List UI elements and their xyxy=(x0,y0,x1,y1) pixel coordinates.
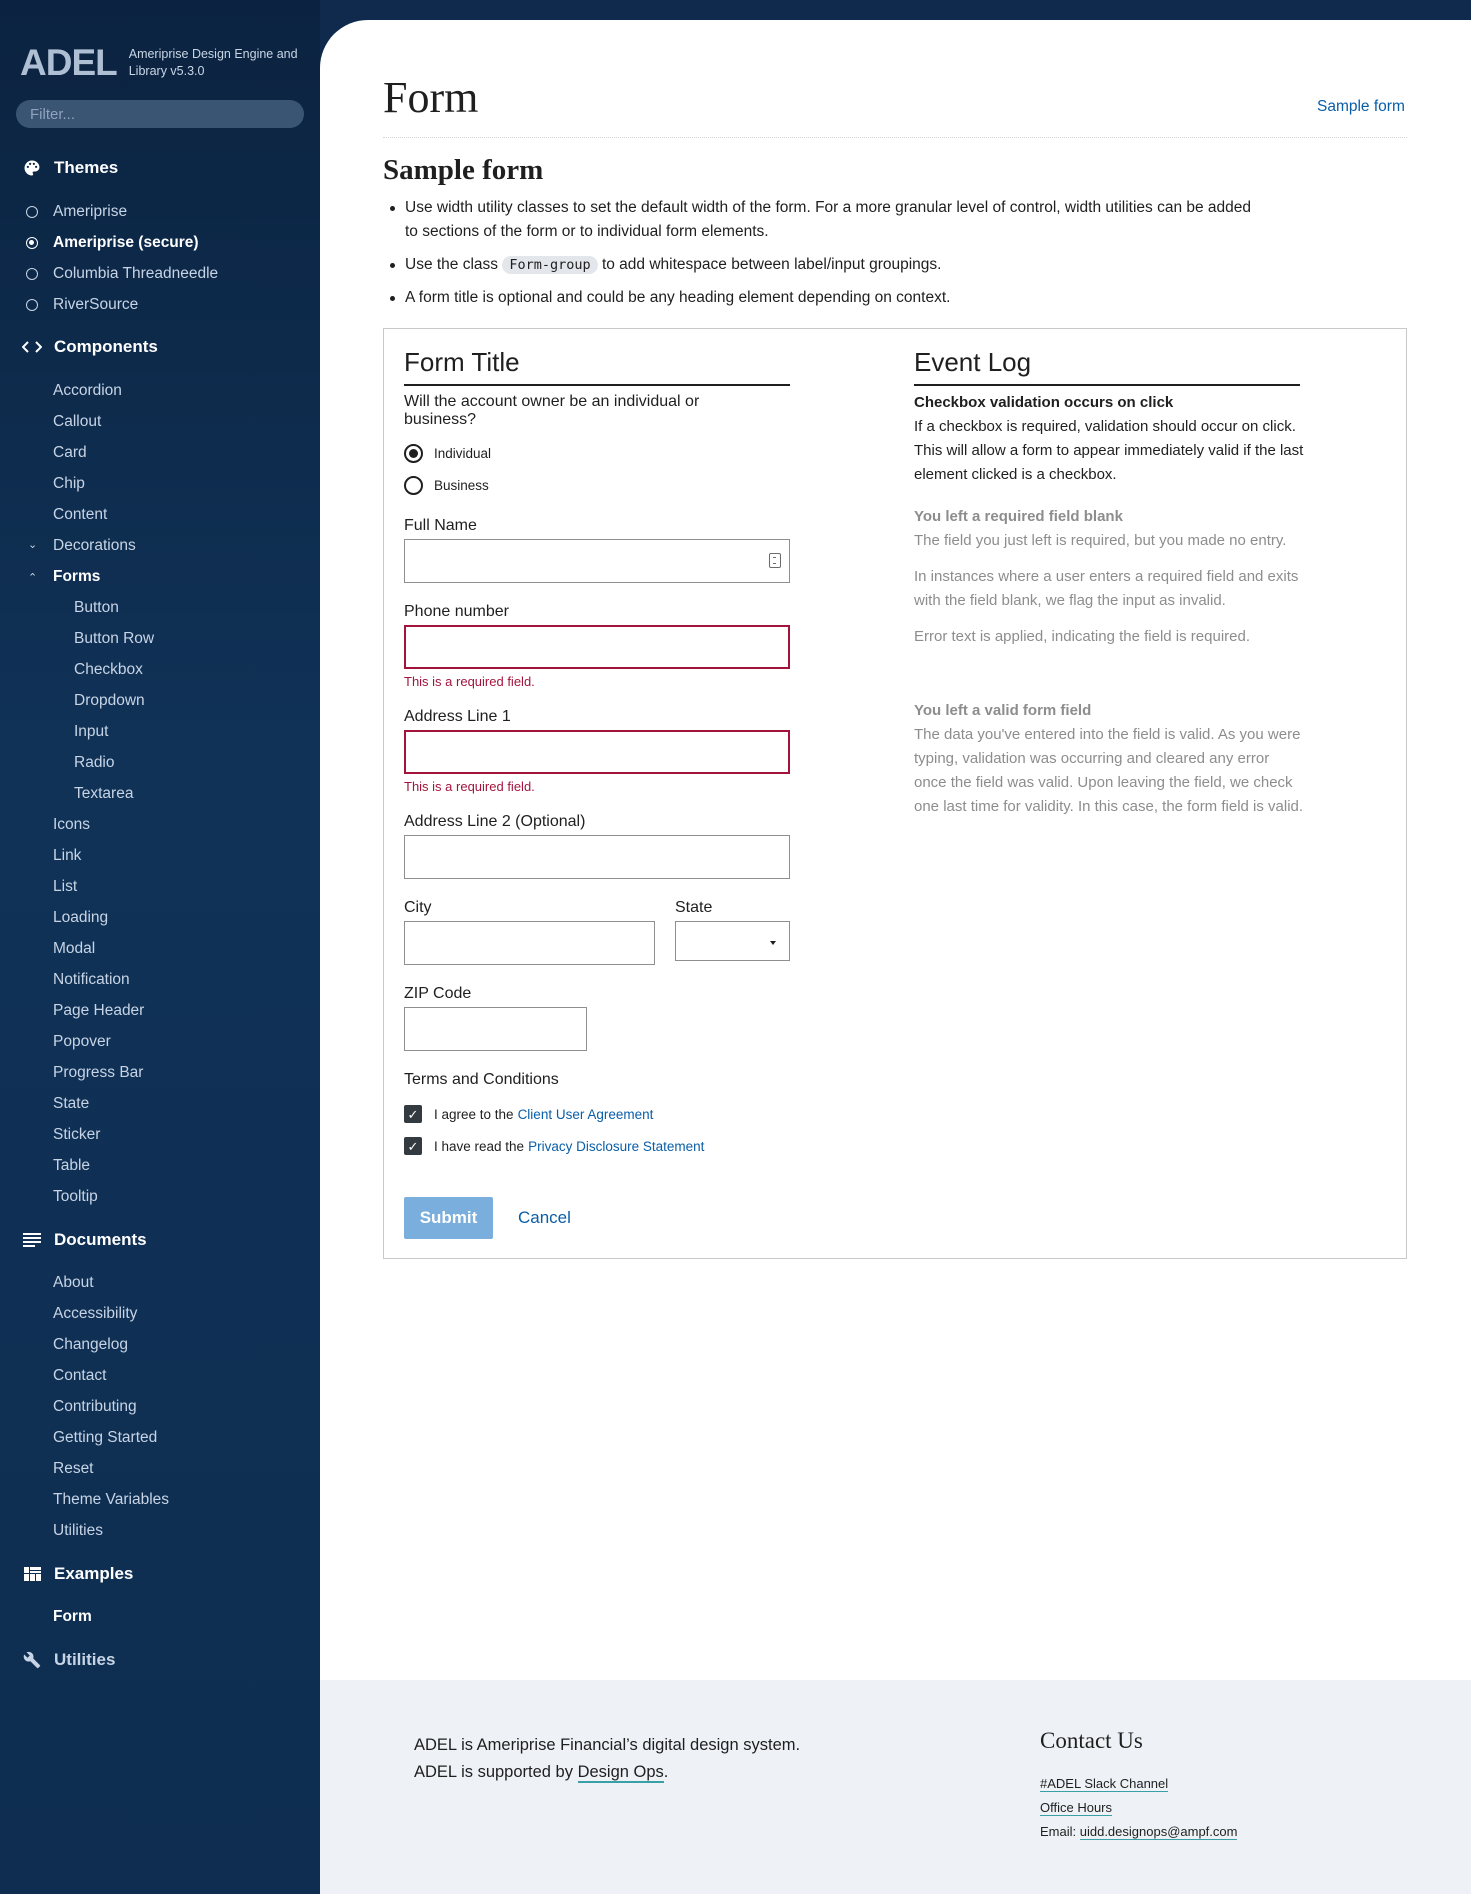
submit-button[interactable]: Submit xyxy=(404,1197,493,1239)
brand-logo[interactable]: ADEL xyxy=(20,42,117,83)
address1-error-text: This is a required field. xyxy=(404,779,535,794)
sidebar-item-reset[interactable]: Reset xyxy=(53,1460,94,1477)
footer xyxy=(320,1680,1471,1894)
sidebar-item-progress-bar[interactable]: Progress Bar xyxy=(53,1064,144,1081)
sidebar-item-riversource[interactable]: RiverSource xyxy=(53,296,139,313)
sidebar-item-ameriprise-secure[interactable]: Ameriprise (secure) xyxy=(53,234,199,251)
sidebar-section-label: Components xyxy=(54,337,158,356)
phone-input[interactable] xyxy=(404,625,790,669)
event-valid-field xyxy=(914,701,1304,819)
checkbox-privacy-disclosure[interactable] xyxy=(404,1137,704,1155)
brand-subtitle: Ameriprise Design Engine and Library v5.3.0 xyxy=(128,46,298,78)
zip-label: ZIP Code xyxy=(404,985,472,1002)
address1-input[interactable] xyxy=(404,730,790,774)
sidebar-section-themes[interactable] xyxy=(22,158,118,178)
contact-card-icon[interactable] xyxy=(769,553,781,568)
event-body: The data you've entered into the field is valid. As you were typing, validation was occurring and cleared any error once the field was valid. Upon leaving the field, we check one last time for validity. In this case, the form field is valid. xyxy=(914,726,1304,815)
guidelines-list xyxy=(390,196,1260,319)
footer-line xyxy=(414,1759,800,1786)
sidebar-item-page-header[interactable]: Page Header xyxy=(53,1002,145,1019)
list-item-text: Use the class xyxy=(405,256,503,273)
grid-icon xyxy=(22,1564,42,1584)
sidebar-section-utilities[interactable] xyxy=(22,1650,115,1670)
phone-label: Phone number xyxy=(404,603,509,620)
list-item xyxy=(390,253,1260,277)
toc-link-sample-form[interactable]: Sample form xyxy=(1317,98,1405,115)
form-title: Form Title xyxy=(404,347,790,386)
sidebar-section-examples[interactable] xyxy=(22,1564,133,1584)
main-content xyxy=(320,20,1471,1680)
email-label: Email: xyxy=(1040,1824,1080,1839)
page-title: Form xyxy=(383,73,479,122)
radio-individual[interactable] xyxy=(404,444,491,463)
account-type-label: Will the account owner be an individual or business? xyxy=(404,393,700,428)
sidebar-item-form[interactable]: Form xyxy=(53,1608,92,1625)
phone-error-text: This is a required field. xyxy=(404,674,535,689)
sidebar-item-chip[interactable]: Chip xyxy=(53,475,85,492)
radio-selected-icon[interactable] xyxy=(404,444,423,463)
client-user-agreement-link[interactable]: Client User Agreement xyxy=(517,1106,654,1122)
sidebar-section-documents[interactable] xyxy=(22,1230,147,1250)
theme-radio-icon[interactable] xyxy=(26,299,38,311)
terms-label: Terms and Conditions xyxy=(404,1071,559,1088)
event-body: The field you just left is required, but you made no entry. xyxy=(914,532,1287,549)
list-item xyxy=(390,196,1260,244)
chevron-up-icon[interactable]: ⌃ xyxy=(28,572,38,584)
sidebar-item-accordion[interactable]: Accordion xyxy=(53,382,122,399)
event-body: In instances where a user enters a required field and exits with the field blank, we flag the input as invalid. xyxy=(914,568,1299,609)
sidebar-item-decorations[interactable]: Decorations xyxy=(53,537,136,554)
sidebar-item-accessibility[interactable]: Accessibility xyxy=(53,1305,138,1322)
sidebar-item-button-row[interactable]: Button Row xyxy=(74,630,155,647)
full-name-input[interactable] xyxy=(404,539,790,583)
sidebar-item-utilities-doc[interactable]: Utilities xyxy=(53,1522,103,1539)
brand[interactable] xyxy=(20,44,309,81)
address2-input[interactable] xyxy=(404,835,790,879)
theme-radio-icon[interactable] xyxy=(26,268,38,280)
email-link[interactable]: uidd.designops@ampf.com xyxy=(1079,1824,1238,1839)
checkbox-checked-icon[interactable]: ✓ xyxy=(404,1137,422,1155)
sidebar-item-button[interactable]: Button xyxy=(74,599,119,616)
checkbox-label: I agree to the xyxy=(434,1106,514,1122)
sidebar-item-textarea[interactable]: Textarea xyxy=(74,785,134,802)
contact-title: Contact Us xyxy=(1040,1728,1143,1753)
sidebar-item-changelog[interactable]: Changelog xyxy=(53,1336,128,1353)
sidebar-item-columbia-threadneedle[interactable]: Columbia Threadneedle xyxy=(53,265,219,282)
section-title: Sample form xyxy=(383,154,544,186)
sidebar-item-modal[interactable]: Modal xyxy=(53,940,96,957)
address2-label: Address Line 2 (Optional) xyxy=(404,813,586,830)
sidebar-item-dropdown[interactable]: Dropdown xyxy=(74,692,145,709)
office-hours-link[interactable]: Office Hours xyxy=(1040,1800,1113,1815)
sidebar-item-callout[interactable]: Callout xyxy=(53,413,102,430)
sidebar-item-card[interactable]: Card xyxy=(53,444,87,461)
list-icon xyxy=(22,1230,42,1250)
sidebar-item-content[interactable]: Content xyxy=(53,506,108,523)
event-log-title: Event Log xyxy=(914,347,1300,386)
palette-icon xyxy=(22,158,42,178)
zip-input[interactable] xyxy=(404,1007,587,1051)
sidebar-item-loading[interactable]: Loading xyxy=(53,909,109,926)
address1-label: Address Line 1 xyxy=(404,708,511,725)
contact-links xyxy=(1040,1772,1237,1844)
city-input[interactable] xyxy=(404,921,655,965)
sidebar-item-link[interactable]: Link xyxy=(53,847,82,864)
radio-unselected-icon[interactable] xyxy=(404,476,423,495)
list-item xyxy=(390,286,1260,310)
checkbox-checked-icon[interactable]: ✓ xyxy=(404,1105,422,1123)
footer-line: ADEL is Ameriprise Financial’s digital design system. xyxy=(414,1736,801,1754)
event-checkbox-validation xyxy=(914,393,1304,487)
sidebar-item-about[interactable]: About xyxy=(53,1274,94,1291)
sidebar-item-theme-variables[interactable]: Theme Variables xyxy=(53,1491,170,1508)
sidebar-item-icons[interactable]: Icons xyxy=(53,816,91,833)
sidebar-section-label: Utilities xyxy=(54,1650,116,1669)
list-item-text: A form title is optional and could be any heading element depending on context. xyxy=(405,289,951,306)
sidebar-item-contact[interactable]: Contact xyxy=(53,1367,107,1384)
sidebar-section-label: Examples xyxy=(54,1564,134,1583)
sidebar-item-input[interactable]: Input xyxy=(74,723,109,740)
full-name-label: Full Name xyxy=(404,517,477,534)
city-label: City xyxy=(404,899,432,916)
sidebar-item-state[interactable]: State xyxy=(53,1095,90,1112)
event-heading: You left a valid form field xyxy=(914,702,1092,719)
sidebar-item-forms[interactable]: Forms xyxy=(53,568,101,585)
list-item-text: Use width utility classes to set the default width of the form. For a more granular level of control, width utilities can be added to sections of the form or to individual form elements. xyxy=(405,199,1252,240)
sidebar-item-ameriprise[interactable]: Ameriprise xyxy=(53,203,128,220)
footer-about xyxy=(414,1732,800,1786)
radio-label: Business xyxy=(434,478,489,493)
event-body: If a checkbox is required, validation should occur on click. This will allow a form to appear immediately valid if the last element clicked is a checkbox. xyxy=(914,418,1304,483)
form-demo-box xyxy=(383,328,1407,1259)
slack-channel-link[interactable]: #ADEL Slack Channel xyxy=(1040,1776,1169,1791)
sidebar-item-popover[interactable]: Popover xyxy=(53,1033,111,1050)
caret-down-icon[interactable] xyxy=(770,941,776,945)
divider xyxy=(383,137,1407,138)
sidebar-item-radio[interactable]: Radio xyxy=(74,754,115,771)
wrench-icon xyxy=(22,1650,42,1670)
sidebar-item-table[interactable]: Table xyxy=(53,1157,91,1174)
radio-label: Individual xyxy=(434,446,492,461)
footer-text: . xyxy=(663,1763,669,1781)
sidebar xyxy=(0,0,320,1894)
footer-text: ADEL is supported by xyxy=(414,1763,578,1781)
checkbox-label: I have read the xyxy=(434,1138,525,1154)
code-icon xyxy=(22,337,42,357)
list-item-text: to add whitespace between label/input groupings. xyxy=(597,256,942,273)
cancel-button[interactable]: Cancel xyxy=(518,1197,571,1239)
sidebar-item-getting-started[interactable]: Getting Started xyxy=(53,1429,158,1446)
chevron-down-icon[interactable]: ⌄ xyxy=(28,539,38,551)
theme-radio-icon[interactable] xyxy=(26,206,38,218)
sidebar-item-notification[interactable]: Notification xyxy=(53,971,130,988)
sidebar-section-components[interactable] xyxy=(22,337,158,357)
privacy-disclosure-link[interactable]: Privacy Disclosure Statement xyxy=(528,1138,705,1154)
event-heading: You left a required field blank xyxy=(914,508,1123,525)
design-ops-link[interactable]: Design Ops xyxy=(577,1763,664,1781)
checkbox-client-agreement[interactable] xyxy=(404,1105,653,1123)
event-required-blank xyxy=(914,507,1304,649)
sidebar-section-label: Documents xyxy=(54,1230,147,1249)
sidebar-section-label: Themes xyxy=(54,158,119,177)
filter-input[interactable] xyxy=(16,100,304,128)
theme-radio-icon[interactable] xyxy=(26,237,38,249)
event-heading: Checkbox validation occurs on click xyxy=(914,394,1174,411)
sidebar-item-contributing[interactable]: Contributing xyxy=(53,1398,137,1415)
radio-business[interactable] xyxy=(404,476,489,495)
code-snippet: Form-group xyxy=(502,256,597,274)
state-label: State xyxy=(675,899,713,916)
event-body: Error text is applied, indicating the field is required. xyxy=(914,628,1251,645)
sidebar-item-tooltip[interactable]: Tooltip xyxy=(53,1188,98,1205)
state-select[interactable] xyxy=(675,921,790,961)
sidebar-item-sticker[interactable]: Sticker xyxy=(53,1126,101,1143)
sidebar-item-list[interactable]: List xyxy=(53,878,78,895)
sidebar-item-checkbox[interactable]: Checkbox xyxy=(74,661,143,678)
